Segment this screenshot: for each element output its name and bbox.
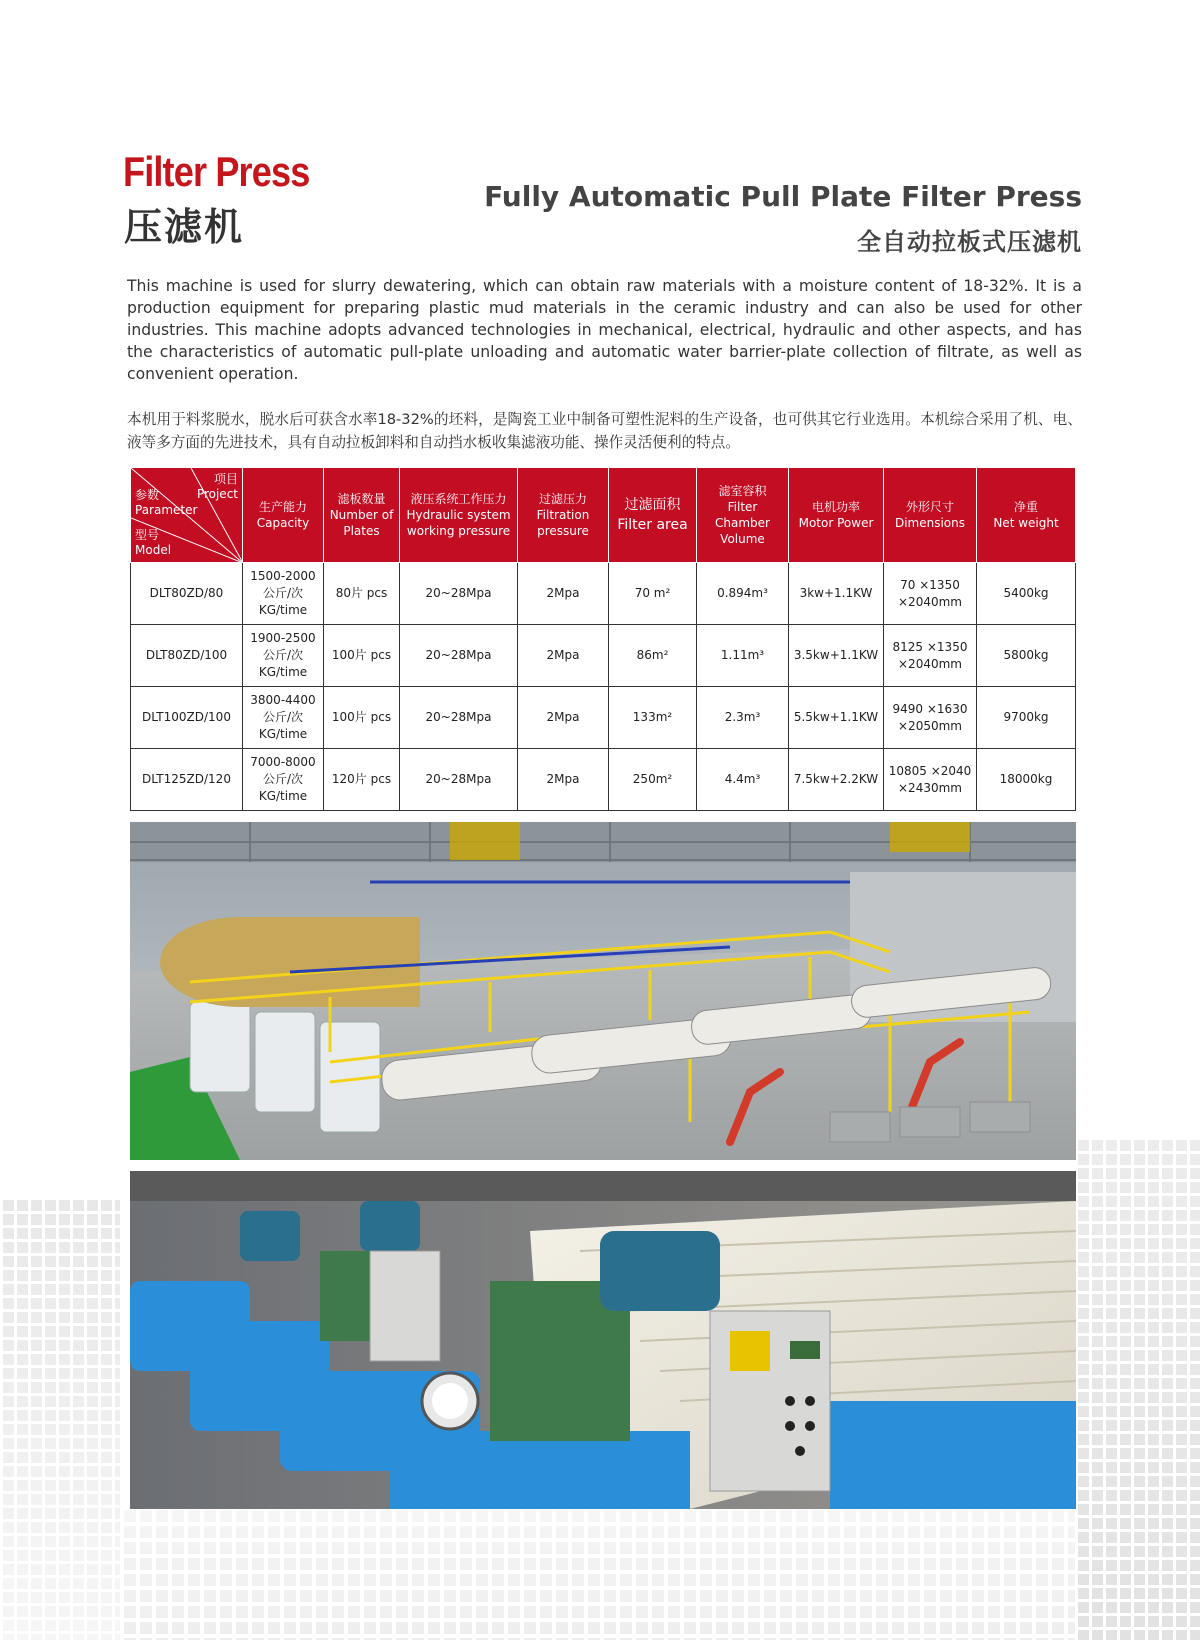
cell-plates: 80片 pcs <box>324 563 400 625</box>
table-row <box>131 625 1076 687</box>
header-plates <box>324 468 400 563</box>
cell-volume: 1.11m³ <box>697 625 789 687</box>
table-row <box>131 749 1076 811</box>
header-en: Net weight <box>993 516 1059 530</box>
dimensions-line: ×2040mm <box>898 594 962 609</box>
header-cn: 过滤压力 <box>538 492 587 506</box>
capacity-unit-cn: 公斤/次 <box>262 586 304 600</box>
dimensions-line: 8125 ×1350 <box>892 639 968 654</box>
header-en: Filtration pressure <box>536 508 590 538</box>
cell-hydraulic: 20~28Mpa <box>400 625 518 687</box>
corner-param-en: Parameter <box>135 503 198 517</box>
corner-project-cn: 项目 <box>213 472 238 486</box>
cell-area: 86m² <box>609 625 697 687</box>
capacity-unit-cn: 公斤/次 <box>262 710 304 724</box>
cell-model: DLT100ZD/100 <box>131 687 243 749</box>
header-cn: 滤板数量 <box>337 492 386 506</box>
cell-volume: 4.4m³ <box>697 749 789 811</box>
cell-plates: 100片 pcs <box>324 687 400 749</box>
corner-model-label <box>135 528 171 558</box>
header-filter-area <box>609 468 697 563</box>
capacity-range: 3800-4400 <box>250 693 316 707</box>
spec-table <box>130 467 1076 811</box>
product-title-cn: 全自动拉板式压滤机 <box>857 228 1082 256</box>
header-en: Hydraulic system working pressure <box>406 508 511 538</box>
dimensions-line: 9490 ×1630 <box>892 701 968 716</box>
cell-weight: 5400kg <box>977 563 1076 625</box>
cell-hydraulic: 20~28Mpa <box>400 687 518 749</box>
table-corner-cell <box>131 468 243 563</box>
cell-power: 3.5kw+1.1KW <box>789 625 884 687</box>
capacity-range: 1900-2500 <box>250 631 316 645</box>
header-cn: 液压系统工作压力 <box>410 492 507 506</box>
product-title-en: Fully Automatic Pull Plate Filter Press <box>484 180 1082 213</box>
filter-press-photo <box>130 1171 1076 1509</box>
cell-hydraulic: 20~28Mpa <box>400 749 518 811</box>
cell-capacity <box>243 625 324 687</box>
cell-dimensions <box>884 749 977 811</box>
filter-press-illustration <box>130 1171 1076 1509</box>
cell-dimensions <box>884 687 977 749</box>
cell-volume: 2.3m³ <box>697 687 789 749</box>
cell-hydraulic: 20~28Mpa <box>400 563 518 625</box>
corner-param-cn: 参数 <box>135 488 160 502</box>
decorative-pixel-pattern-right <box>1075 1140 1200 1640</box>
header-cn: 电机功率 <box>811 500 860 514</box>
cell-filtration: 2Mpa <box>518 625 609 687</box>
header-en: Number of Plates <box>329 508 394 538</box>
cell-capacity <box>243 563 324 625</box>
table-header-row <box>131 468 1076 563</box>
cell-dimensions <box>884 563 977 625</box>
description-en: This machine is used for slurry dewatering, which can obtain raw materials with a moisture content of 18-32%. It is a production equipment for preparing plastic mud materials in the ceramic industry and can also be used for other industries. This machine adopts advanced technologies in mechanical, electrical, hydraulic and other aspects, and has the characteristics of automatic pull-plate unloading and automatic water barrier-plate collection of filtrate, as well as convenient operation. <box>127 277 1082 383</box>
corner-model-en: Model <box>135 543 172 557</box>
header-motor-power <box>789 468 884 563</box>
cell-capacity <box>243 749 324 811</box>
header-capacity <box>243 468 324 563</box>
header-en: Filter area <box>617 517 688 533</box>
dimensions-line: ×2040mm <box>898 656 962 671</box>
header-hydraulic <box>400 468 518 563</box>
header-net-weight <box>977 468 1076 563</box>
dimensions-line: ×2430mm <box>898 780 962 795</box>
brand-title-cn: 压滤机 <box>124 205 245 249</box>
cell-volume: 0.894m³ <box>697 563 789 625</box>
cell-model: DLT80ZD/100 <box>131 625 243 687</box>
table-row <box>131 563 1076 625</box>
cell-filtration: 2Mpa <box>518 563 609 625</box>
brand-title-en: Filter Press <box>123 148 310 195</box>
cell-dimensions <box>884 625 977 687</box>
header-cn: 净重 <box>1013 500 1038 514</box>
cell-filtration: 2Mpa <box>518 687 609 749</box>
header-cn: 滤室容积 <box>718 484 767 498</box>
dimensions-line: 70 ×1350 <box>900 577 960 592</box>
cell-weight: 18000kg <box>977 749 1076 811</box>
capacity-unit-en: KG/time <box>258 665 308 679</box>
corner-project-en: Project <box>196 487 238 501</box>
capacity-range: 1500-2000 <box>250 569 316 583</box>
cell-model: DLT80ZD/80 <box>131 563 243 625</box>
header-en: Dimensions <box>894 516 966 530</box>
corner-parameter-label <box>135 488 197 518</box>
cell-plates: 120片 pcs <box>324 749 400 811</box>
cell-area: 133m² <box>609 687 697 749</box>
capacity-unit-en: KG/time <box>258 727 308 741</box>
header-en: Motor Power <box>798 516 874 530</box>
cell-power: 5.5kw+1.1KW <box>789 687 884 749</box>
capacity-unit-en: KG/time <box>258 789 308 803</box>
cell-area: 70 m² <box>609 563 697 625</box>
factory-render-illustration <box>130 822 1076 1160</box>
cell-weight: 9700kg <box>977 687 1076 749</box>
corner-project-label <box>197 472 238 502</box>
capacity-range: 7000-8000 <box>250 755 316 769</box>
header-chamber-volume <box>697 468 789 563</box>
header-cn: 外形尺寸 <box>905 500 954 514</box>
cell-weight: 5800kg <box>977 625 1076 687</box>
header-cn: 生产能力 <box>258 500 307 514</box>
cell-model: DLT125ZD/120 <box>131 749 243 811</box>
header-dimensions <box>884 468 977 563</box>
cell-power: 7.5kw+2.2KW <box>789 749 884 811</box>
cell-filtration: 2Mpa <box>518 749 609 811</box>
header-en: Filter Chamber Volume <box>715 500 770 546</box>
description-cn: 本机用于料浆脱水，脱水后可获含水率18-32%的坯料，是陶瓷工业中制备可塑性泥料的生产设备，也可供其它行业选用。本机综合采用了机、电、液等多方面的先进技术，具有自动拉板卸料和自动挡水板收集滤液功能、操作灵活便利的特点。 <box>127 411 1082 451</box>
decorative-pixel-pattern-bottom <box>120 1510 1075 1640</box>
header-en: Capacity <box>256 516 310 530</box>
capacity-unit-en: KG/time <box>258 603 308 617</box>
factory-render-image <box>130 822 1076 1160</box>
cell-plates: 100片 pcs <box>324 625 400 687</box>
corner-model-cn: 型号 <box>135 528 160 542</box>
table-row <box>131 687 1076 749</box>
header-cn: 过滤面积 <box>624 497 681 513</box>
dimensions-line: 10805 ×2040 <box>888 763 972 778</box>
dimensions-line: ×2050mm <box>898 718 962 733</box>
header-filtration-pressure <box>518 468 609 563</box>
cell-capacity <box>243 687 324 749</box>
capacity-unit-cn: 公斤/次 <box>262 648 304 662</box>
cell-power: 3kw+1.1KW <box>789 563 884 625</box>
decorative-pixel-pattern-left <box>0 1200 120 1640</box>
cell-area: 250m² <box>609 749 697 811</box>
capacity-unit-cn: 公斤/次 <box>262 772 304 786</box>
